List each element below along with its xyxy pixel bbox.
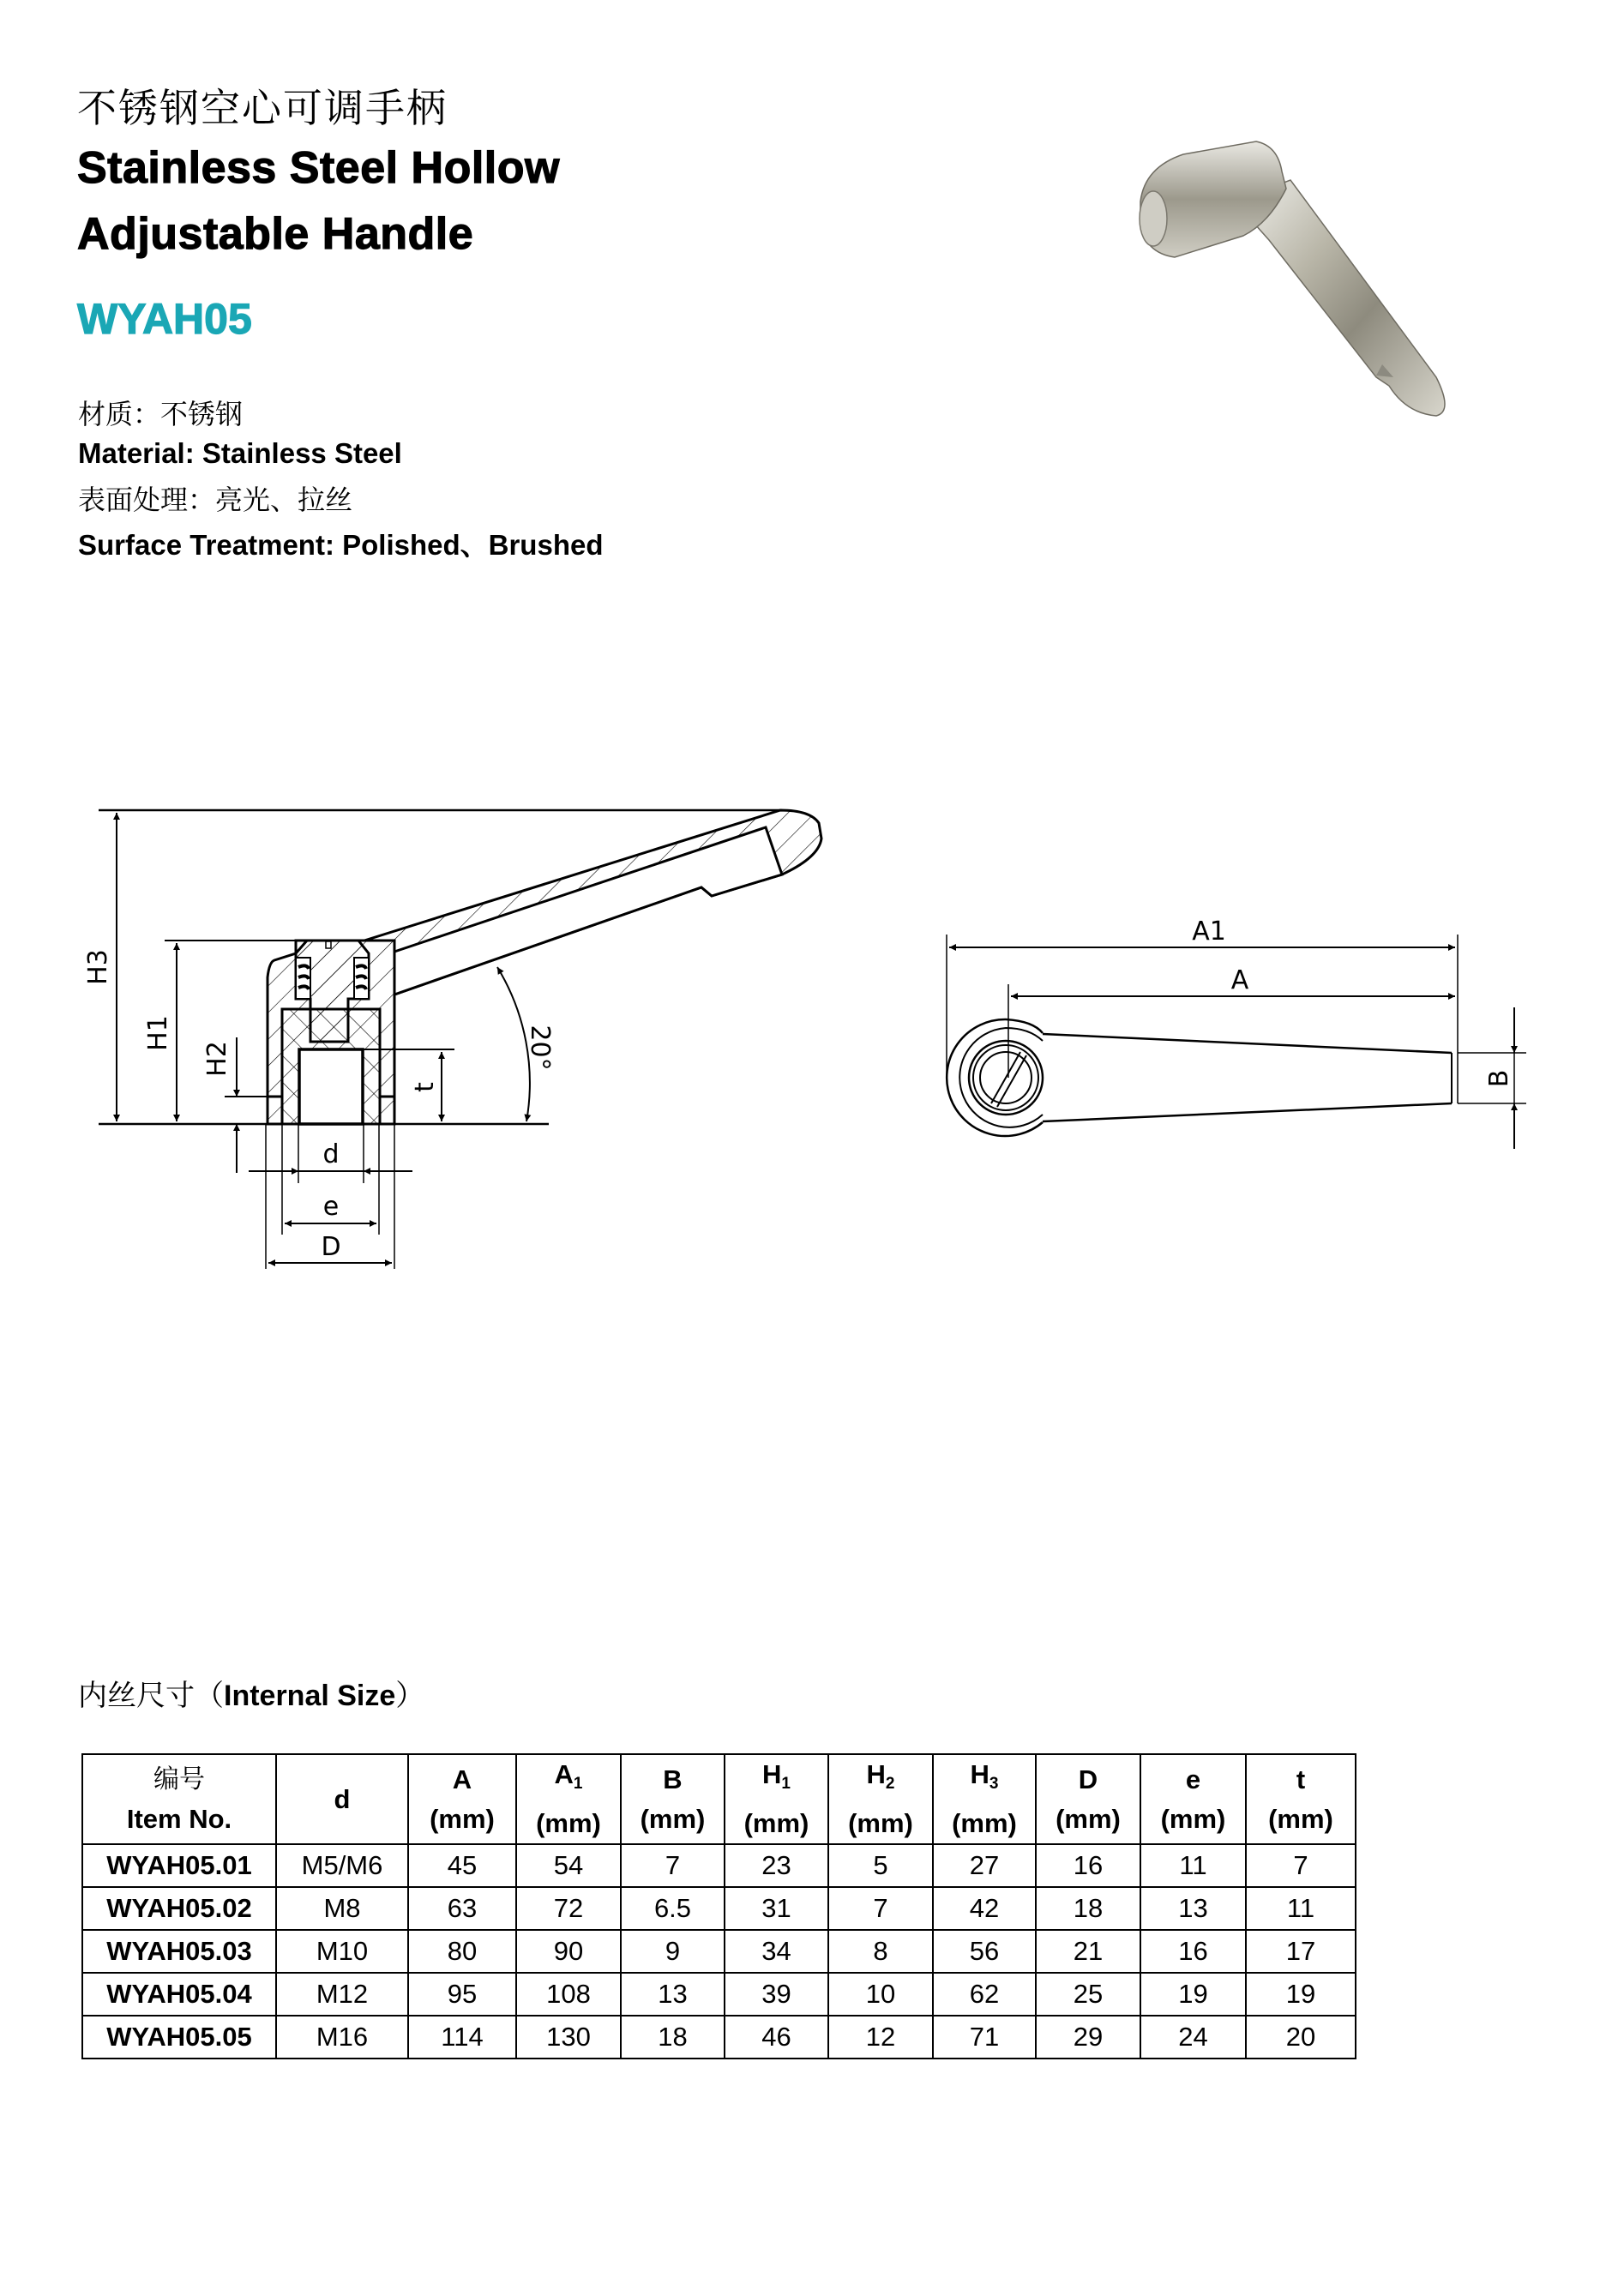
cell-B: 13 [621, 1973, 725, 2016]
label-e: e [322, 1192, 340, 1222]
side-view-labels [83, 949, 555, 1262]
cell-d: M16 [276, 2016, 408, 2059]
cell-item-no: WYAH05.01 [82, 1844, 276, 1887]
title-english-line1: Stainless Steel Hollow [77, 143, 560, 193]
cell-A: 63 [408, 1887, 516, 1930]
cell-H3: 71 [933, 2016, 1036, 2059]
cell-item-no: WYAH05.05 [82, 2016, 276, 2059]
label-H3: H3 [83, 949, 113, 985]
header-A1: $A_1$ (mm) [516, 1754, 621, 1844]
cell-item-no: WYAH05.04 [82, 1973, 276, 2016]
cell-e: 11 [1140, 1844, 1246, 1887]
cell-d: M5/M6 [276, 1844, 408, 1887]
cell-H2: 5 [828, 1844, 933, 1887]
cell-A1: 54 [516, 1844, 621, 1887]
cell-t: 7 [1246, 1844, 1356, 1887]
cell-H3: 42 [933, 1887, 1036, 1930]
cell-H1: 34 [725, 1930, 828, 1973]
cell-H3: 27 [933, 1844, 1036, 1887]
cell-H2: 12 [828, 2016, 933, 2059]
cell-D: 18 [1036, 1887, 1140, 1930]
material-en: Material: Stainless Steel [78, 437, 402, 469]
cell-e: 19 [1140, 1973, 1246, 2016]
cell-A: 95 [408, 1973, 516, 2016]
cell-e: 13 [1140, 1887, 1246, 1930]
cell-H2: 8 [828, 1930, 933, 1973]
cell-item-no: WYAH05.02 [82, 1887, 276, 1930]
table-row [82, 1973, 1356, 2016]
table-header-row [82, 1754, 1356, 1844]
header-t: t (mm) [1246, 1754, 1356, 1844]
header-e: e (mm) [1140, 1754, 1246, 1844]
label-D: D [321, 1232, 341, 1262]
cell-A: 45 [408, 1844, 516, 1887]
cell-A: 114 [408, 2016, 516, 2059]
table-row [82, 1887, 1356, 1930]
surface-treatment-en: Surface Treatment: Polished、Brushed [78, 529, 604, 561]
model-number: WYAH05 [77, 295, 252, 343]
cell-A1: 72 [516, 1887, 621, 1930]
cell-e: 24 [1140, 2016, 1246, 2059]
label-t: t [410, 1082, 440, 1092]
cell-e: 16 [1140, 1930, 1246, 1973]
label-d: d [322, 1139, 340, 1169]
cell-A: 80 [408, 1930, 516, 1973]
cell-t: 19 [1246, 1973, 1356, 2016]
cell-H1: 23 [725, 1844, 828, 1887]
cell-H2: 10 [828, 1973, 933, 2016]
label-A: A [1230, 965, 1249, 995]
cell-B: 18 [621, 2016, 725, 2059]
table-row [82, 1930, 1356, 1973]
internal-size-table [81, 1753, 1356, 2059]
side-section-view [99, 810, 821, 1269]
cell-d: M8 [276, 1887, 408, 1930]
cell-d: M12 [276, 1973, 408, 2016]
cell-B: 9 [621, 1930, 725, 1973]
surface-treatment-cn: 表面处理：亮光、拉丝 [78, 484, 353, 516]
cell-D: 25 [1036, 1973, 1140, 2016]
table-title: 内丝尺寸（Internal Size） [78, 1679, 425, 1713]
cell-B: 7 [621, 1844, 725, 1887]
cell-H3: 62 [933, 1973, 1036, 2016]
header-B: B (mm) [621, 1754, 725, 1844]
cell-item-no: WYAH05.03 [82, 1930, 276, 1973]
product-photo [1106, 120, 1483, 429]
header-H1: $H_1$ (mm) [725, 1754, 828, 1844]
cell-A1: 90 [516, 1930, 621, 1973]
cell-D: 29 [1036, 2016, 1140, 2059]
cell-A1: 130 [516, 2016, 621, 2059]
top-view-labels [1192, 917, 1514, 1087]
cell-A1: 108 [516, 1973, 621, 2016]
cell-t: 11 [1246, 1887, 1356, 1930]
material-cn: 材质：不锈钢 [78, 398, 244, 430]
cell-t: 20 [1246, 2016, 1356, 2059]
label-B: B [1484, 1069, 1514, 1088]
table-row [82, 2016, 1356, 2059]
header-d: d [276, 1754, 408, 1844]
header-D: D (mm) [1036, 1754, 1140, 1844]
header-A: A (mm) [408, 1754, 516, 1844]
cell-H1: 46 [725, 2016, 828, 2059]
cell-D: 16 [1036, 1844, 1140, 1887]
header-item-no: 编号 Item No. [82, 1754, 276, 1844]
header-H3: $H_3$ (mm) [933, 1754, 1036, 1844]
label-angle: 20° [525, 1025, 555, 1071]
cell-B: 6.5 [621, 1887, 725, 1930]
title-english-line2: Adjustable Handle [77, 209, 474, 259]
cell-H2: 7 [828, 1887, 933, 1930]
cell-H1: 39 [725, 1973, 828, 2016]
cell-H3: 56 [933, 1930, 1036, 1973]
cell-t: 17 [1246, 1930, 1356, 1973]
top-view [947, 935, 1526, 1149]
label-H1: H1 [143, 1015, 173, 1051]
label-A1: A1 [1192, 917, 1226, 947]
header-H2: $H_2$ (mm) [828, 1754, 933, 1844]
cell-H1: 31 [725, 1887, 828, 1930]
title-chinese: 不锈钢空心可调手柄 [77, 85, 448, 131]
cell-d: M10 [276, 1930, 408, 1973]
table-row [82, 1844, 1356, 1887]
label-H2: H2 [202, 1041, 232, 1077]
handle-hub-shape [1140, 141, 1286, 257]
cell-D: 21 [1036, 1930, 1140, 1973]
